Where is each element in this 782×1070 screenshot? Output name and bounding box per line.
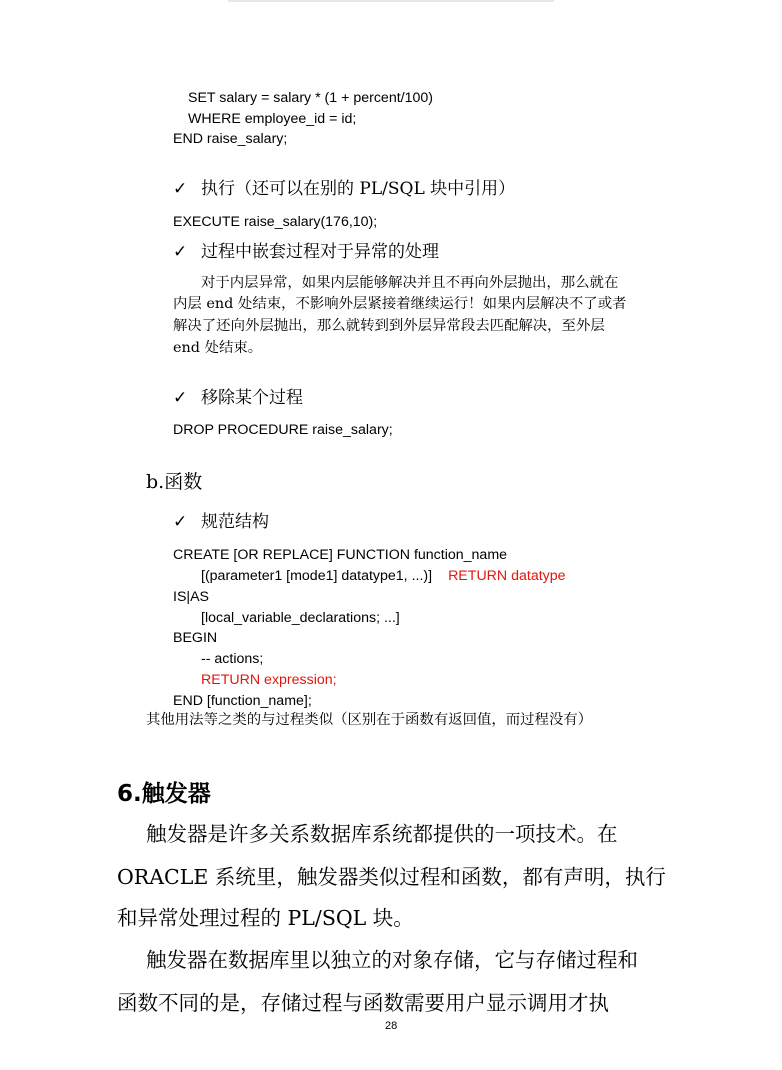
code-execute: EXECUTE raise_salary(176,10); — [173, 214, 378, 230]
bullet-nested — [173, 244, 439, 261]
code-is-as: IS|AS — [173, 589, 210, 605]
bullet-drop — [173, 390, 303, 407]
check-icon: ✓ — [173, 388, 188, 408]
code-create: CREATE [OR REPLACE] FUNCTION function_name — [173, 547, 508, 563]
bullet-execute-label: 执行（还可以在别的 PL/SQL 块中引用） — [201, 179, 516, 199]
section-6-para2-line-2: 函数不同的是，存储过程与函数需要用户显示调用才执 — [117, 991, 609, 1015]
code-drop: DROP PROCEDURE raise_salary; — [173, 422, 393, 438]
bullet-spec — [173, 514, 269, 531]
section-6-para1-line-3: 和异常处理过程的 PL/SQL 块。 — [117, 906, 414, 930]
bullet-nested-label: 过程中嵌套过程对于异常的处理 — [201, 242, 439, 262]
check-icon: ✓ — [173, 242, 188, 262]
section-6-para1-line-1: 触发器是许多关系数据库系统都提供的一项技术。在 — [146, 822, 618, 846]
code-begin: BEGIN — [173, 630, 218, 646]
page-top-rule — [228, 0, 554, 2]
code-return-expression: RETURN expression; — [201, 672, 337, 688]
section-b-heading: b.函数 — [146, 471, 203, 493]
section-6-para1-line-2: ORACLE 系统里，触发器类似过程和函数，都有声明，执行 — [117, 865, 666, 889]
bullet-execute — [173, 181, 515, 198]
nested-para-line-2: 内层 end 处结束，不影响外层紧接着继续运行！如果内层解决不了或者 — [173, 296, 627, 312]
bullet-spec-label: 规范结构 — [201, 512, 269, 532]
code-params — [201, 569, 566, 583]
code-set-line: SET salary = salary * (1 + percent/100) — [188, 90, 433, 106]
page-number: 28 — [385, 1020, 398, 1032]
code-end-line: END raise_salary; — [173, 131, 288, 147]
code-params-text: [(parameter1 [mode1] datatype1, ...)] — [201, 568, 433, 584]
code-locals: [local_variable_declarations; ...] — [201, 610, 400, 626]
bullet-drop-label: 移除某个过程 — [201, 388, 303, 408]
code-actions: -- actions; — [201, 651, 264, 667]
section-b-note: 其他用法等之类的与过程类似（区别在于函数有返回值，而过程没有） — [146, 712, 593, 728]
check-icon: ✓ — [173, 179, 188, 199]
check-icon: ✓ — [173, 512, 188, 532]
section-6-para2-line-1: 触发器在数据库里以独立的对象存储，它与存储过程和 — [146, 948, 638, 972]
code-end-function: END [function_name]; — [173, 693, 312, 709]
section-6-heading: 6.触发器 — [117, 781, 211, 807]
nested-para-line-4: end 处结束。 — [173, 340, 263, 356]
nested-para-line-3: 解决了还向外层抛出，那么就转到到外层异常段去匹配解决，至外层 — [173, 318, 605, 334]
code-returns-keyword: RETURN datatype — [448, 568, 566, 584]
nested-para-line-1: 对于内层异常，如果内层能够解决并且不再向外层抛出，那么就在 — [201, 275, 619, 291]
code-where-line: WHERE employee_id = id; — [188, 111, 357, 127]
